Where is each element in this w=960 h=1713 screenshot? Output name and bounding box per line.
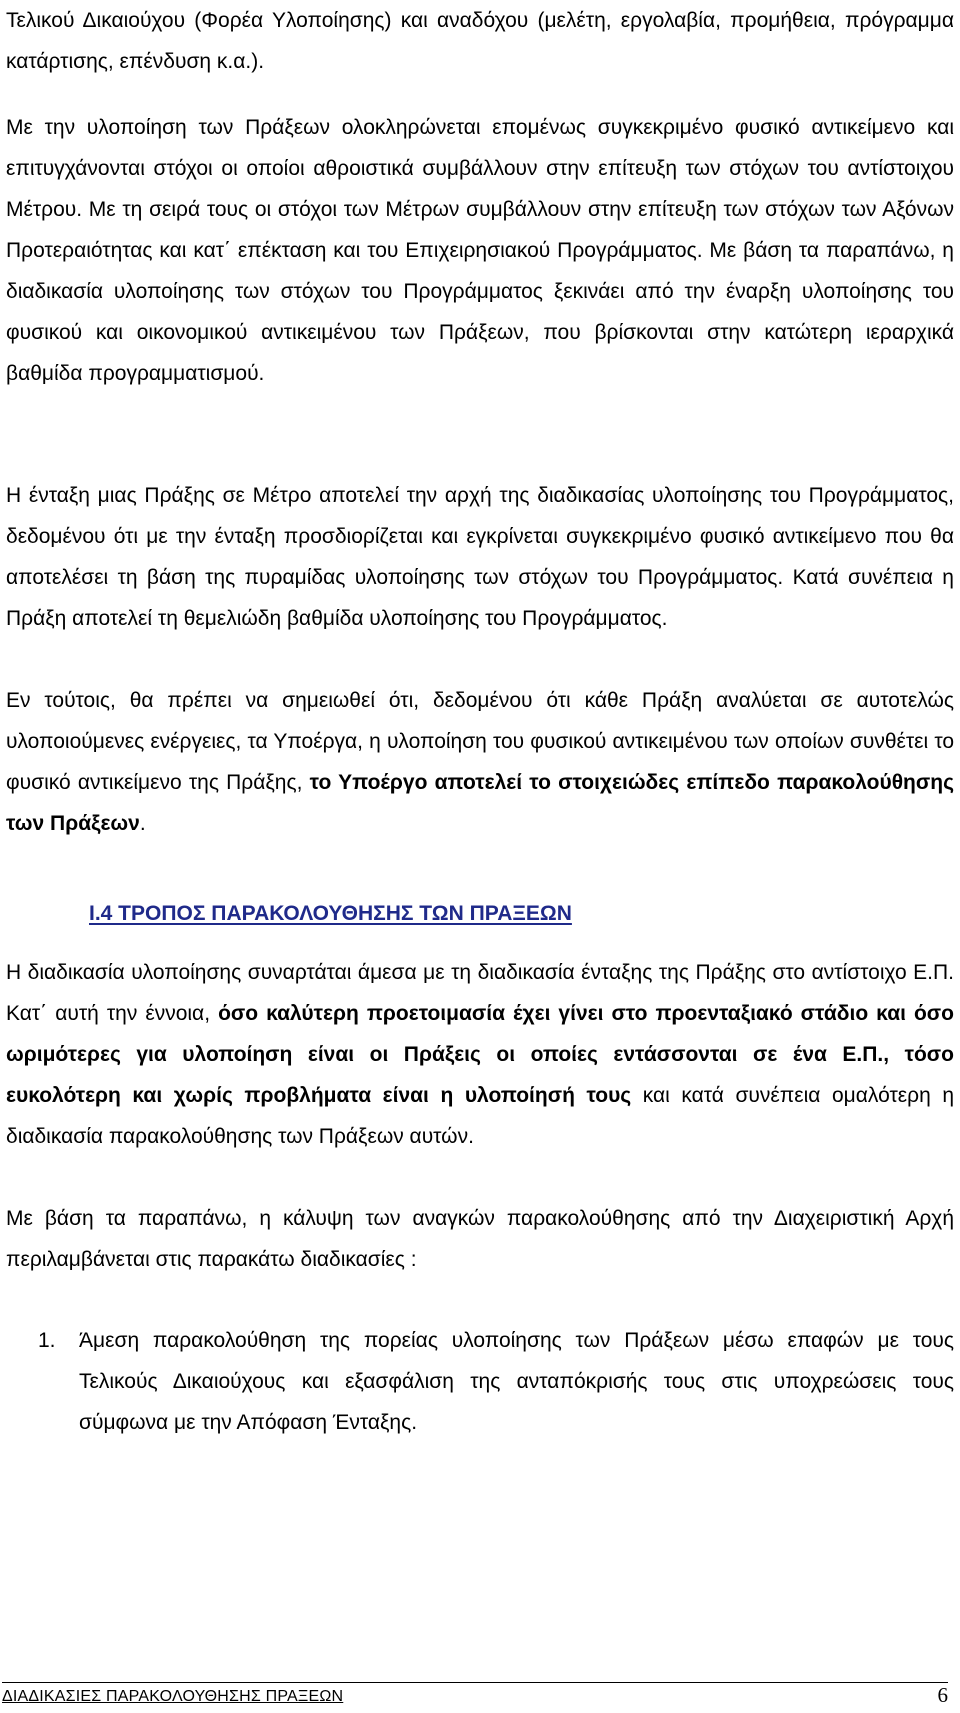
list-item-text: Άμεση παρακολούθηση της πορείας υλοποίησης των Πράξεων μέσω επαφών με τους Τελικούς Δικαιούχους και εξασφάλιση της ανταπόκρισής τους στις υποχρεώσεις τους σύμφωνα με την Απόφαση Ένταξης. <box>79 1329 954 1434</box>
paragraph-5-bold: όσο καλύτερη προετοιμασία έχει γίνει στο προενταξιακό στάδιο και όσο ωριμότερες για υλοποίηση είναι οι Πράξεις οι οποίες εντάσσονται σε ένα Ε.Π., τόσο ευκολότερη και χωρίς προβλήματα είναι η υλοποίησή τους <box>6 1002 954 1107</box>
page-footer <box>2 1682 948 1711</box>
paragraph-2: Με την υλοποίηση των Πράξεων ολοκληρώνεται επομένως συγκεκριμένο φυσικό αντικείμενο και επιτυγχάνονται στόχοι οι οποίοι αθροιστικά συμβάλλουν στην επίτευξη των στόχων του αντίστοιχου Μέτρου. Με τη σειρά τους οι στόχοι των Μέτρων συμβάλλουν στην επίτευξη των στόχων των Αξόνων Προτεραιότητας και κατ΄ επέκταση και του Επιχειρησιακού Προγράμματος. Με βάση τα παραπάνω, η διαδικασία υλοποίησης των στόχων του Προγράμματος ξεκινάει από την έναρξη υλοποίησης του φυσικού και οικονομικού αντικειμένου των Πράξεων, που βρίσκονται στην κατώτερη ιεραρχικά βαθμίδα προγραμματισμού. <box>6 116 954 385</box>
paragraph-5 <box>6 952 954 1157</box>
paragraph-6: Με βάση τα παραπάνω, η κάλυψη των αναγκών παρακολούθησης από την Διαχειριστική Αρχή περιλαμβάνεται στις παρακάτω διαδικασίες : <box>6 1207 954 1271</box>
paragraph-5-text: Η διαδικασία υλοποίησης συναρτάται άμεσα με τη διαδικασία ένταξης της Πράξης στο αντίστοιχο Ε.Π. Κατ΄ αυτή την έννοια, <box>6 961 954 1025</box>
paragraph-4 <box>6 680 954 844</box>
list-item <box>6 1320 954 1443</box>
page-number: 6 <box>937 1683 948 1707</box>
paragraph-4-bold: το Υποέργο αποτελεί το στοιχειώδες επίπεδο παρακολούθησης των Πράξεων <box>6 771 954 835</box>
footer-title: ΔΙΑΔΙΚΑΣΙΕΣ ΠΑΡΑΚΟΛΟΥΘΗΣΗΣ ΠΡΑΞΕΩΝ <box>2 1688 344 1705</box>
paragraph-5-end: και κατά συνέπεια ομαλότερη η διαδικασία παρακολούθησης των Πράξεων αυτών. <box>6 1084 954 1148</box>
procedure-list <box>6 1320 954 1443</box>
section-heading: I.4 ΤΡΟΠΟΣ ΠΑΡΑΚΟΛΟΥΘΗΣΗΣ ΤΩΝ ΠΡΑΞΕΩΝ <box>89 902 572 925</box>
paragraph-4-text: Εν τούτοις, θα πρέπει να σημειωθεί ότι, δεδομένου ότι κάθε Πράξη αναλύεται σε αυτοτελώς υλοποιούμενες ενέργειες, τα Υποέργα, η υλοποίηση του φυσικού αντικειμένου των οποίων συνθέτει το φυσικό αντικείμενο της Πράξης, <box>6 689 954 794</box>
paragraph-4-end: . <box>139 812 146 835</box>
paragraph-3: Η ένταξη μιας Πράξης σε Μέτρο αποτελεί την αρχή της διαδικασίας υλοποίησης του Προγράμματος, δεδομένου ότι με την ένταξη προσδιορίζεται και εγκρίνεται συγκεκριμένο φυσικό αντικείμενο που θα αποτελέσει τη βάση της πυραμίδας υλοποίησης των στόχων του Προγράμματος. Κατά συνέπεια η Πράξη αποτελεί τη θεμελιώδη βαθμίδα υλοποίησης του Προγράμματος. <box>6 484 954 630</box>
list-item-number: 1. <box>38 1329 56 1352</box>
paragraph-1: Τελικού Δικαιούχου (Φορέα Υλοποίησης) και αναδόχου (μελέτη, εργολαβία, προμήθεια, πρόγραμμα κατάρτισης, επένδυση κ.α.). <box>6 9 954 73</box>
